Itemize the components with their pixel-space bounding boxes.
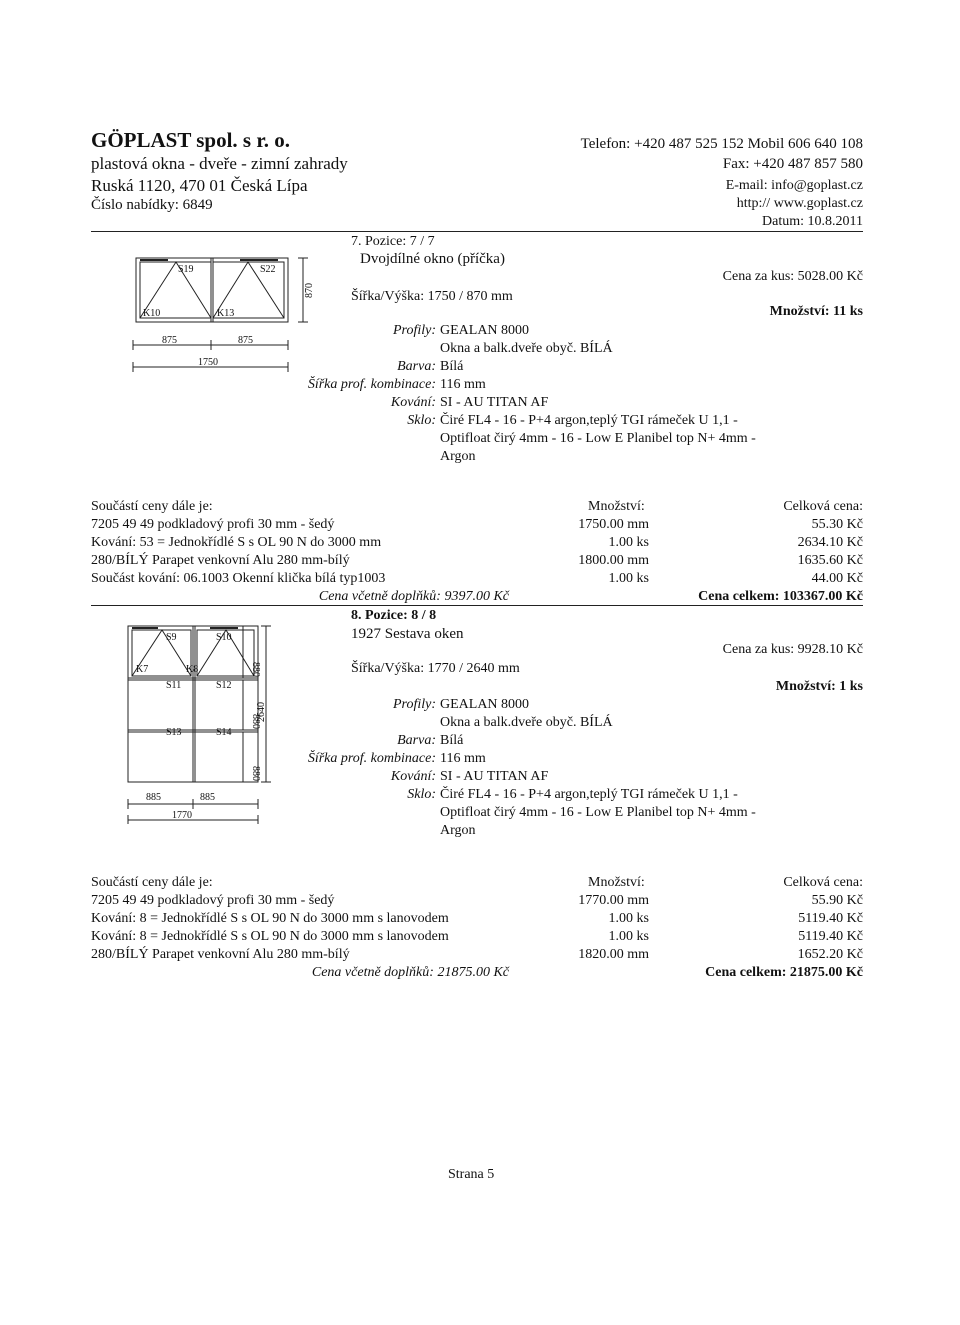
part-name: Součást kování: 06.1003 Okenní klička bílá typ1003 — [91, 571, 386, 586]
part-qty: 1800.00 mm — [578, 553, 649, 568]
spec-profiles: Profily: GEALAN 8000 Okna a balk.dveře obyč. BÍLÁ — [392, 323, 613, 356]
label-width: 1770 — [172, 810, 192, 821]
position-total: Cena celkem: 21875.00 Kč — [705, 965, 863, 980]
label-h2: 880 — [250, 714, 261, 729]
part-name: 280/BÍLÝ Parapet venkovní Alu 280 mm-bílý — [91, 553, 350, 568]
label-s12: S12 — [216, 680, 232, 691]
part-name: Kování: 8 = Jednokřídlé S s OL 90 N do 3000 mm s lanovodem — [91, 929, 449, 944]
spec-hardware: Kování: SI - AU TITAN AF — [390, 395, 549, 410]
label-s9: S9 — [166, 632, 177, 643]
position-8-drawing — [118, 622, 288, 824]
unit-price: Cena za kus: 5028.00 Kč — [722, 269, 863, 284]
label-w2: 875 — [238, 335, 253, 346]
part-name: 7205 49 49 podkladový profi 30 mm - šedý — [91, 893, 335, 908]
part-qty: 1.00 ks — [608, 929, 649, 944]
spec-glass: Sklo: Čiré FL4 - 16 - P+4 argon,teplý TGI rámeček U 1,1 - Optifloat čirý 4mm - 16 - Low E Planibel top N+ 4mm - Argon — [407, 787, 756, 838]
spec-color: Barva: Bílá — [397, 359, 464, 374]
company-name: GÖPLAST spol. s r. o. — [91, 128, 290, 152]
quantity: Množství: 11 ks — [769, 304, 863, 319]
parts-header-total: Celková cena: — [783, 499, 863, 514]
label-height: 870 — [304, 283, 315, 298]
label-s13: S13 — [166, 727, 182, 738]
specs — [266, 696, 756, 840]
specs — [266, 322, 756, 466]
spec-glass: Sklo: Čiré FL4 - 16 - P+4 argon,teplý TGI rámeček U 1,1 - Optifloat čirý 4mm - 16 - Low E Planibel top N+ 4mm - Argon — [407, 413, 756, 464]
section-divider — [91, 605, 863, 606]
label-k7: K7 — [136, 664, 149, 675]
fax: Fax: +420 487 857 580 — [722, 156, 863, 172]
part-price: 55.90 Kč — [811, 893, 863, 908]
email: E-mail: info@goplast.cz — [725, 178, 863, 193]
company-tagline: plastová okna - dveře - zimní zahrady — [91, 154, 348, 173]
label-w2: 885 — [200, 792, 215, 803]
parts-header-label: Součástí ceny dále je: — [91, 499, 213, 514]
part-qty: 1770.00 mm — [578, 893, 649, 908]
label-s19: S19 — [178, 264, 194, 275]
company-address: Ruská 1120, 470 01 Česká Lípa — [91, 176, 308, 195]
offer-number: Číslo nabídky: 6849 — [91, 197, 213, 213]
position-size: Šířka/Výška: 1750 / 870 mm — [351, 289, 513, 304]
label-w1: 875 — [162, 335, 177, 346]
parts-header-qty: Množství: — [588, 499, 645, 514]
part-price: 5119.40 Kč — [798, 911, 863, 926]
part-price: 44.00 Kč — [811, 571, 863, 586]
phone: Telefon: +420 487 525 152 Mobil 606 640 108 — [580, 136, 863, 152]
position-size: Šířka/Výška: 1770 / 2640 mm — [351, 661, 520, 676]
label-h1: 880 — [250, 662, 261, 677]
part-qty: 1.00 ks — [608, 535, 649, 550]
parts-header-label: Součástí ceny dále je: — [91, 875, 213, 890]
label-width: 1750 — [198, 357, 218, 368]
part-price: 1652.20 Kč — [797, 947, 863, 962]
label-h3: 880 — [250, 766, 261, 781]
label-k13: K13 — [217, 308, 235, 319]
label-s10: S10 — [216, 632, 232, 643]
part-qty: 1750.00 mm — [578, 517, 649, 532]
spec-profile-width: Šířka prof. kombinace: 116 mm — [307, 751, 486, 766]
price-incl-extras: Cena včetně doplňků: 9397.00 Kč — [318, 589, 509, 604]
label-w1: 885 — [146, 792, 161, 803]
part-price: 1635.60 Kč — [797, 553, 863, 568]
spec-color: Barva: Bílá — [397, 733, 464, 748]
part-name: Kování: 8 = Jednokřídlé S s OL 90 N do 3000 mm s lanovodem — [91, 911, 449, 926]
label-s22: S22 — [260, 264, 276, 275]
label-s14: S14 — [216, 727, 232, 738]
part-name: 280/BÍLÝ Parapet venkovní Alu 280 mm-bílý — [91, 947, 350, 962]
parts-header-qty: Množství: — [588, 875, 645, 890]
part-qty: 1820.00 mm — [578, 947, 649, 962]
position-title: 8. Pozice: 8 / 8 — [351, 608, 437, 623]
spec-profile-width: Šířka prof. kombinace: 116 mm — [307, 377, 486, 392]
label-k8: K8 — [186, 664, 199, 675]
spec-hardware: Kování: SI - AU TITAN AF — [390, 769, 549, 784]
part-qty: 1.00 ks — [608, 571, 649, 586]
unit-price: Cena za kus: 9928.10 Kč — [722, 642, 863, 657]
part-name: Kování: 53 = Jednokřídlé S s OL 90 N do 3000 mm — [91, 535, 382, 550]
quantity: Množství: 1 ks — [775, 679, 863, 694]
parts-header-total: Celková cena: — [783, 875, 863, 890]
label-s11: S11 — [166, 680, 182, 691]
label-height: 2640 — [256, 702, 267, 722]
part-price: 5119.40 Kč — [798, 929, 863, 944]
part-qty: 1.00 ks — [608, 911, 649, 926]
part-name: 7205 49 49 podkladový profi 30 mm - šedý — [91, 517, 335, 532]
website: http:// www.goplast.cz — [736, 196, 863, 211]
position-name: 1927 Sestava oken — [351, 626, 464, 642]
header-divider — [91, 231, 863, 232]
page-number: Strana 5 — [448, 1167, 495, 1182]
spec-profiles: Profily: GEALAN 8000 Okna a balk.dveře obyč. BÍLÁ — [392, 697, 613, 730]
part-price: 55.30 Kč — [811, 517, 863, 532]
date: Datum: 10.8.2011 — [762, 214, 863, 229]
position-title: 7. Pozice: 7 / 7 — [351, 234, 435, 249]
position-total: Cena celkem: 103367.00 Kč — [698, 589, 863, 604]
label-k10: K10 — [143, 308, 161, 319]
price-incl-extras: Cena včetně doplňků: 21875.00 Kč — [311, 965, 509, 980]
part-price: 2634.10 Kč — [797, 535, 863, 550]
position-name: Dvojdílné okno (příčka) — [360, 251, 505, 267]
